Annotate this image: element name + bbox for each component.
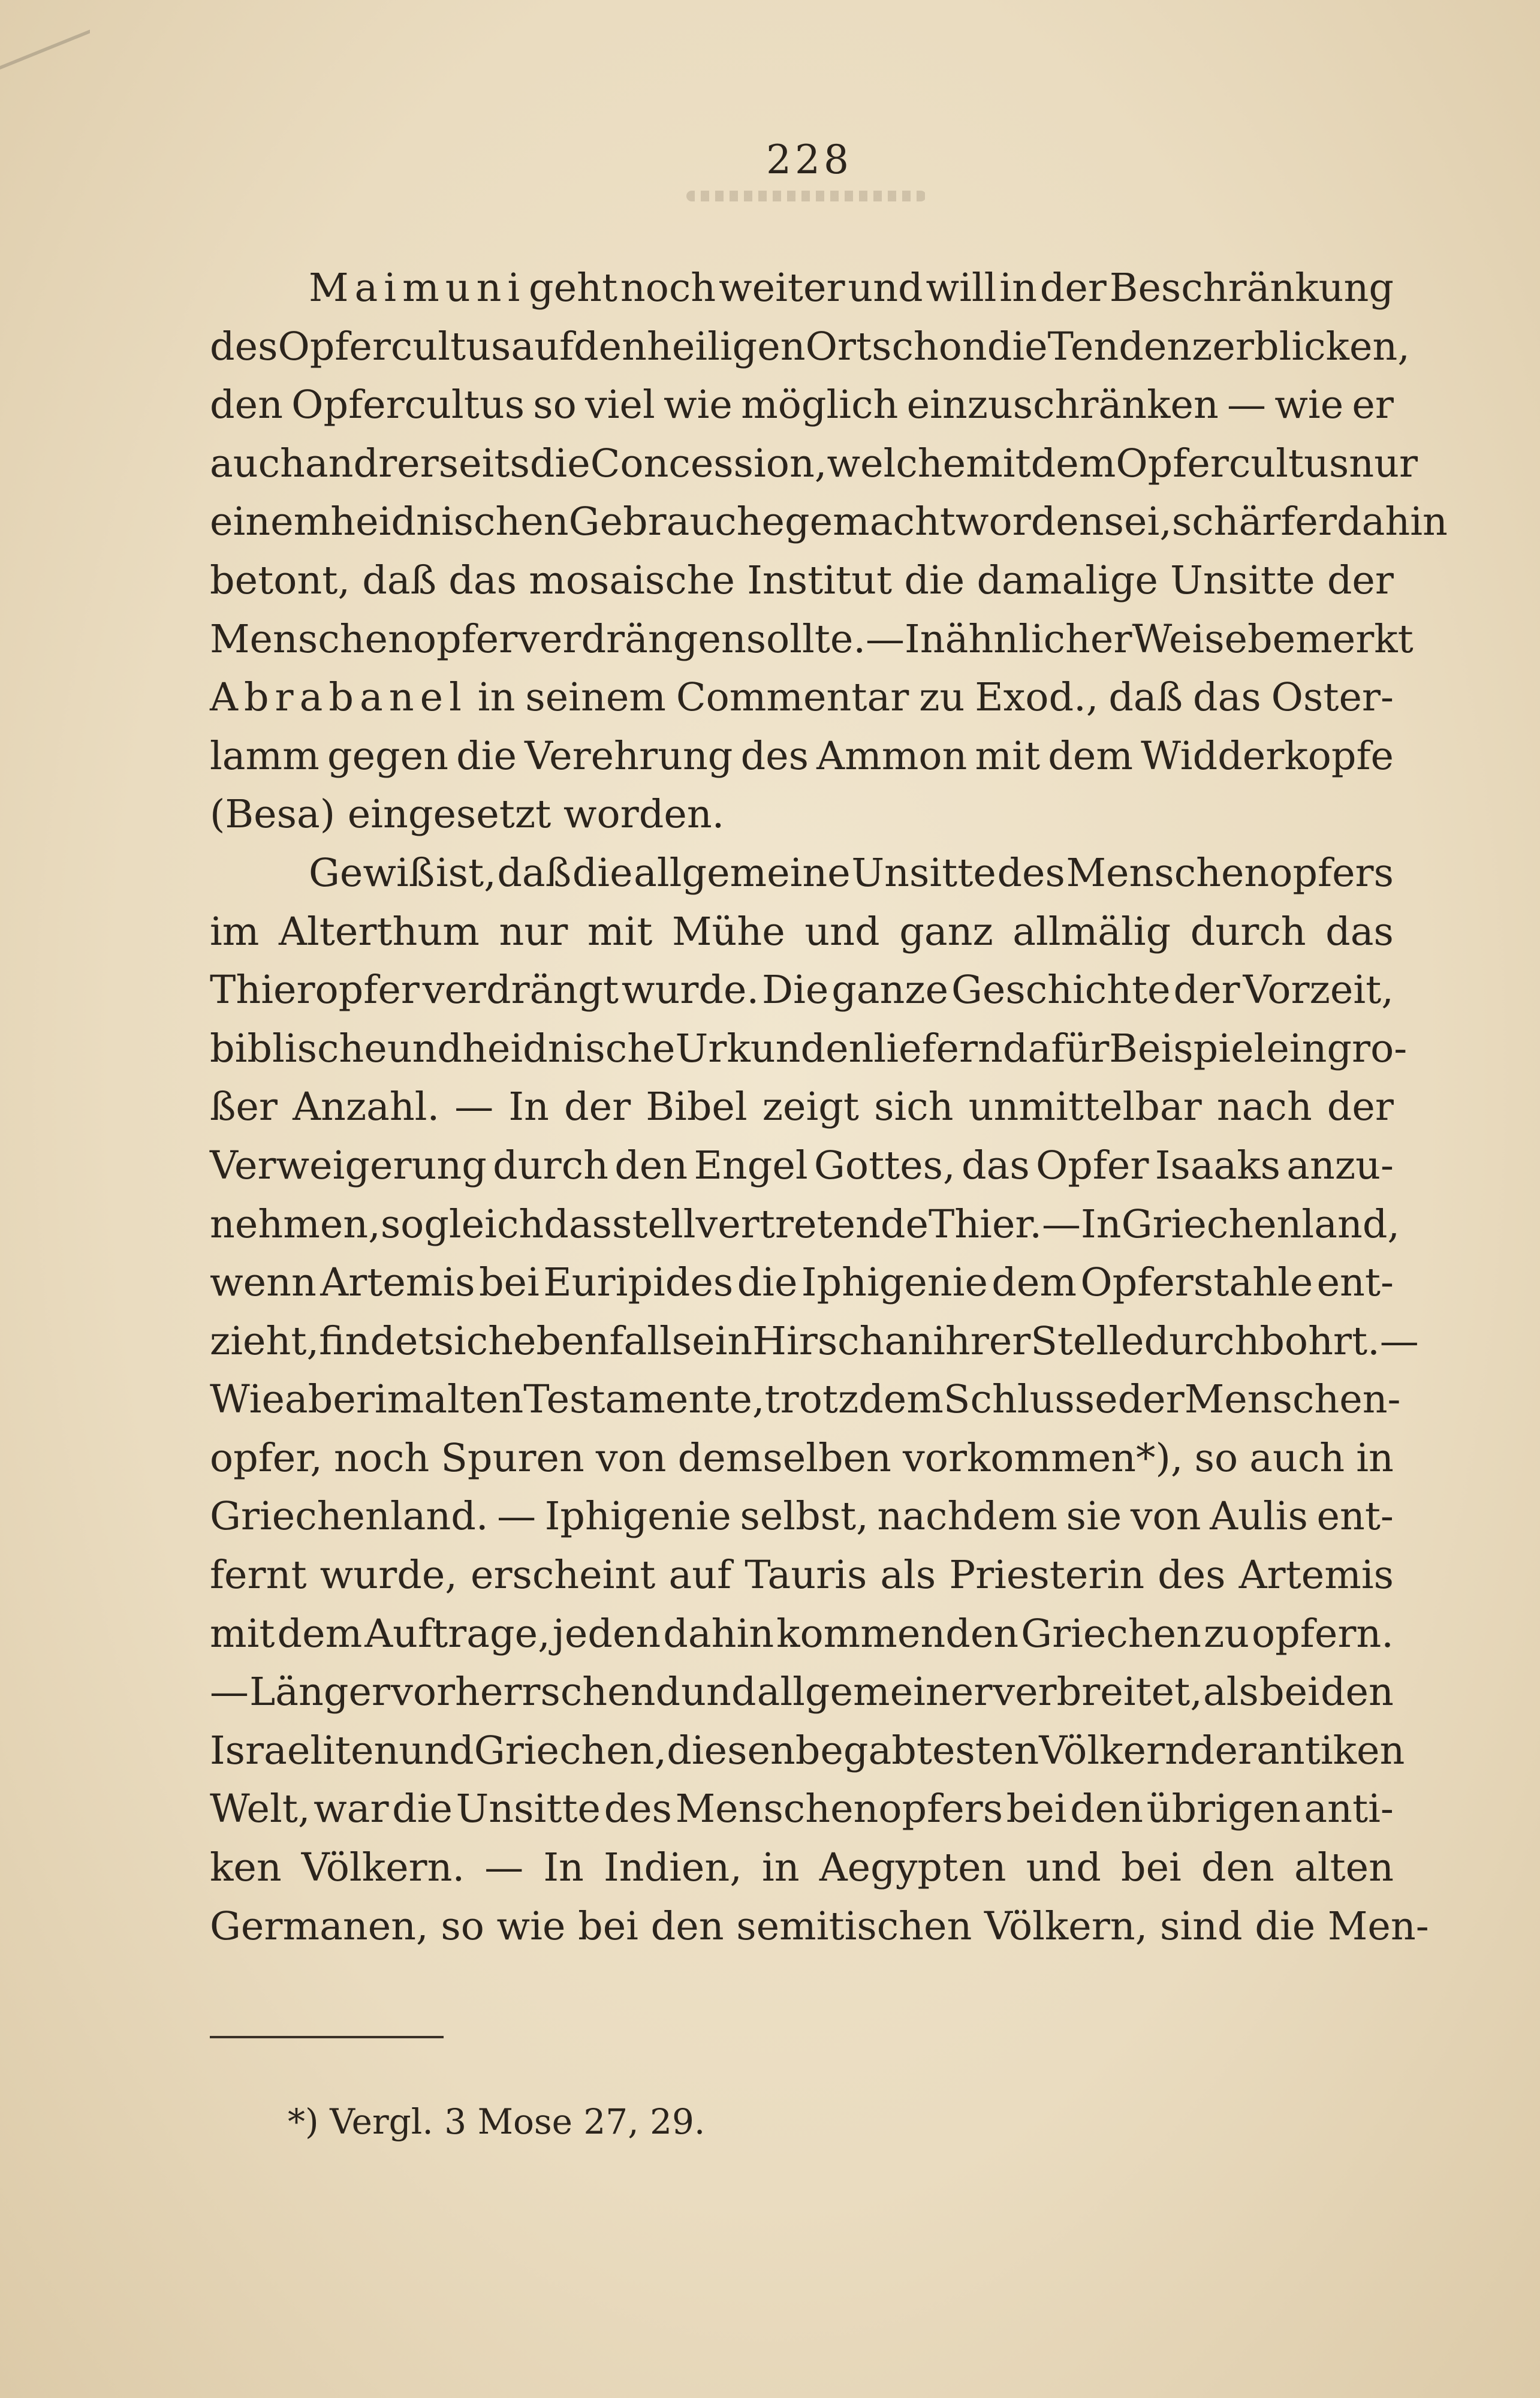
text-line: Welt, war die Unsitte des Menschenopfers bei den übrigen anti-	[210, 1787, 1394, 1832]
text-line: im Alterthum nur mit Mühe und ganz allmälig durch das	[210, 909, 1394, 954]
text-line: Maimuni geht noch weiter und will in der Beschränkung	[309, 266, 1394, 311]
text-line: biblische und heidnische Urkunden liefern dafür Beispiele in gro-	[210, 1026, 1408, 1071]
text-line: Verweigerung durch den Engel Gottes, das Opfer Isaaks anzu-	[210, 1143, 1394, 1188]
text-line: Wie aber im alten Testamente, trotz dem Schlusse der Menschen-	[210, 1377, 1401, 1423]
text-line: — Länger vorherrschend und allgemeiner verbreitet, als bei den	[210, 1670, 1394, 1715]
page-number: 228	[766, 137, 852, 183]
text-line: ken Völkern. — In Indien, in Aegypten und bei den alten	[210, 1845, 1394, 1891]
text-line: lamm gegen die Verehrung des Ammon mit dem Widderkopfe	[210, 733, 1394, 779]
text-line: mit dem Auftrage, jeden dahin kommenden Griechen zu opfern.	[210, 1611, 1394, 1656]
text-line: auch andrerseits die Concession, welche mit dem Opfercultus nur	[210, 441, 1418, 486]
text-line: einem heidnischen Gebrauche gemacht worden sei, schärfer dahin	[210, 499, 1448, 545]
text-line: Thieropfer verdrängt wurde. Die ganze Geschichte der Vorzeit,	[210, 968, 1394, 1013]
text-line: fernt wurde, erscheint auf Tauris als Priesterin des Artemis	[210, 1553, 1394, 1598]
text-line: nehmen, sogleich das stellvertretende Thier. — In Griechenland,	[210, 1201, 1400, 1247]
text-line: opfer, noch Spuren von demselben vorkommen*), so auch in	[210, 1435, 1394, 1481]
footnote: *) Vergl. 3 Mose 27, 29.	[288, 2101, 706, 2142]
text-line: Germanen, so wie bei den semitischen Völkern, sind die Men-	[210, 1903, 1429, 1949]
text-line: (Besa) eingesetzt worden.	[210, 792, 725, 838]
header-ornament	[686, 191, 926, 201]
text-line: Gewiß ist, daß die allgemeine Unsitte des Menschenopfers	[309, 850, 1394, 896]
body-text	[210, 259, 1448, 1956]
footnote-rule	[210, 2036, 444, 2038]
text-line: wenn Artemis bei Euripides die Iphigenie dem Opferstahle ent-	[210, 1260, 1394, 1306]
text-line: den Opfercultus so viel wie möglich einzuschränken — wie er	[210, 382, 1394, 428]
text-line: Abrabanel in seinem Commentar zu Exod., daß das Oster-	[210, 675, 1394, 721]
folded-corner-mark	[0, 0, 90, 70]
text-line: zieht, findet sich ebenfalls ein Hirsch an ihrer Stelle durchbohrt.—	[210, 1318, 1419, 1364]
text-line: ßer Anzahl. — In der Bibel zeigt sich unmittelbar nach der	[210, 1084, 1394, 1130]
text-line: Griechenland. — Iphigenie selbst, nachdem sie von Aulis ent-	[210, 1494, 1394, 1540]
text-line: des Opfercultus auf den heiligen Ort schon die Tendenz erblicken,	[210, 324, 1410, 369]
text-line: betont, daß das mosaische Institut die damalige Unsitte der	[210, 558, 1394, 603]
text-line: Menschenopfer verdrängen sollte. — In ähnlicher Weise bemerkt	[210, 616, 1414, 662]
text-line: Israeliten und Griechen, diesen begabtesten Völkern der antiken	[210, 1728, 1405, 1773]
